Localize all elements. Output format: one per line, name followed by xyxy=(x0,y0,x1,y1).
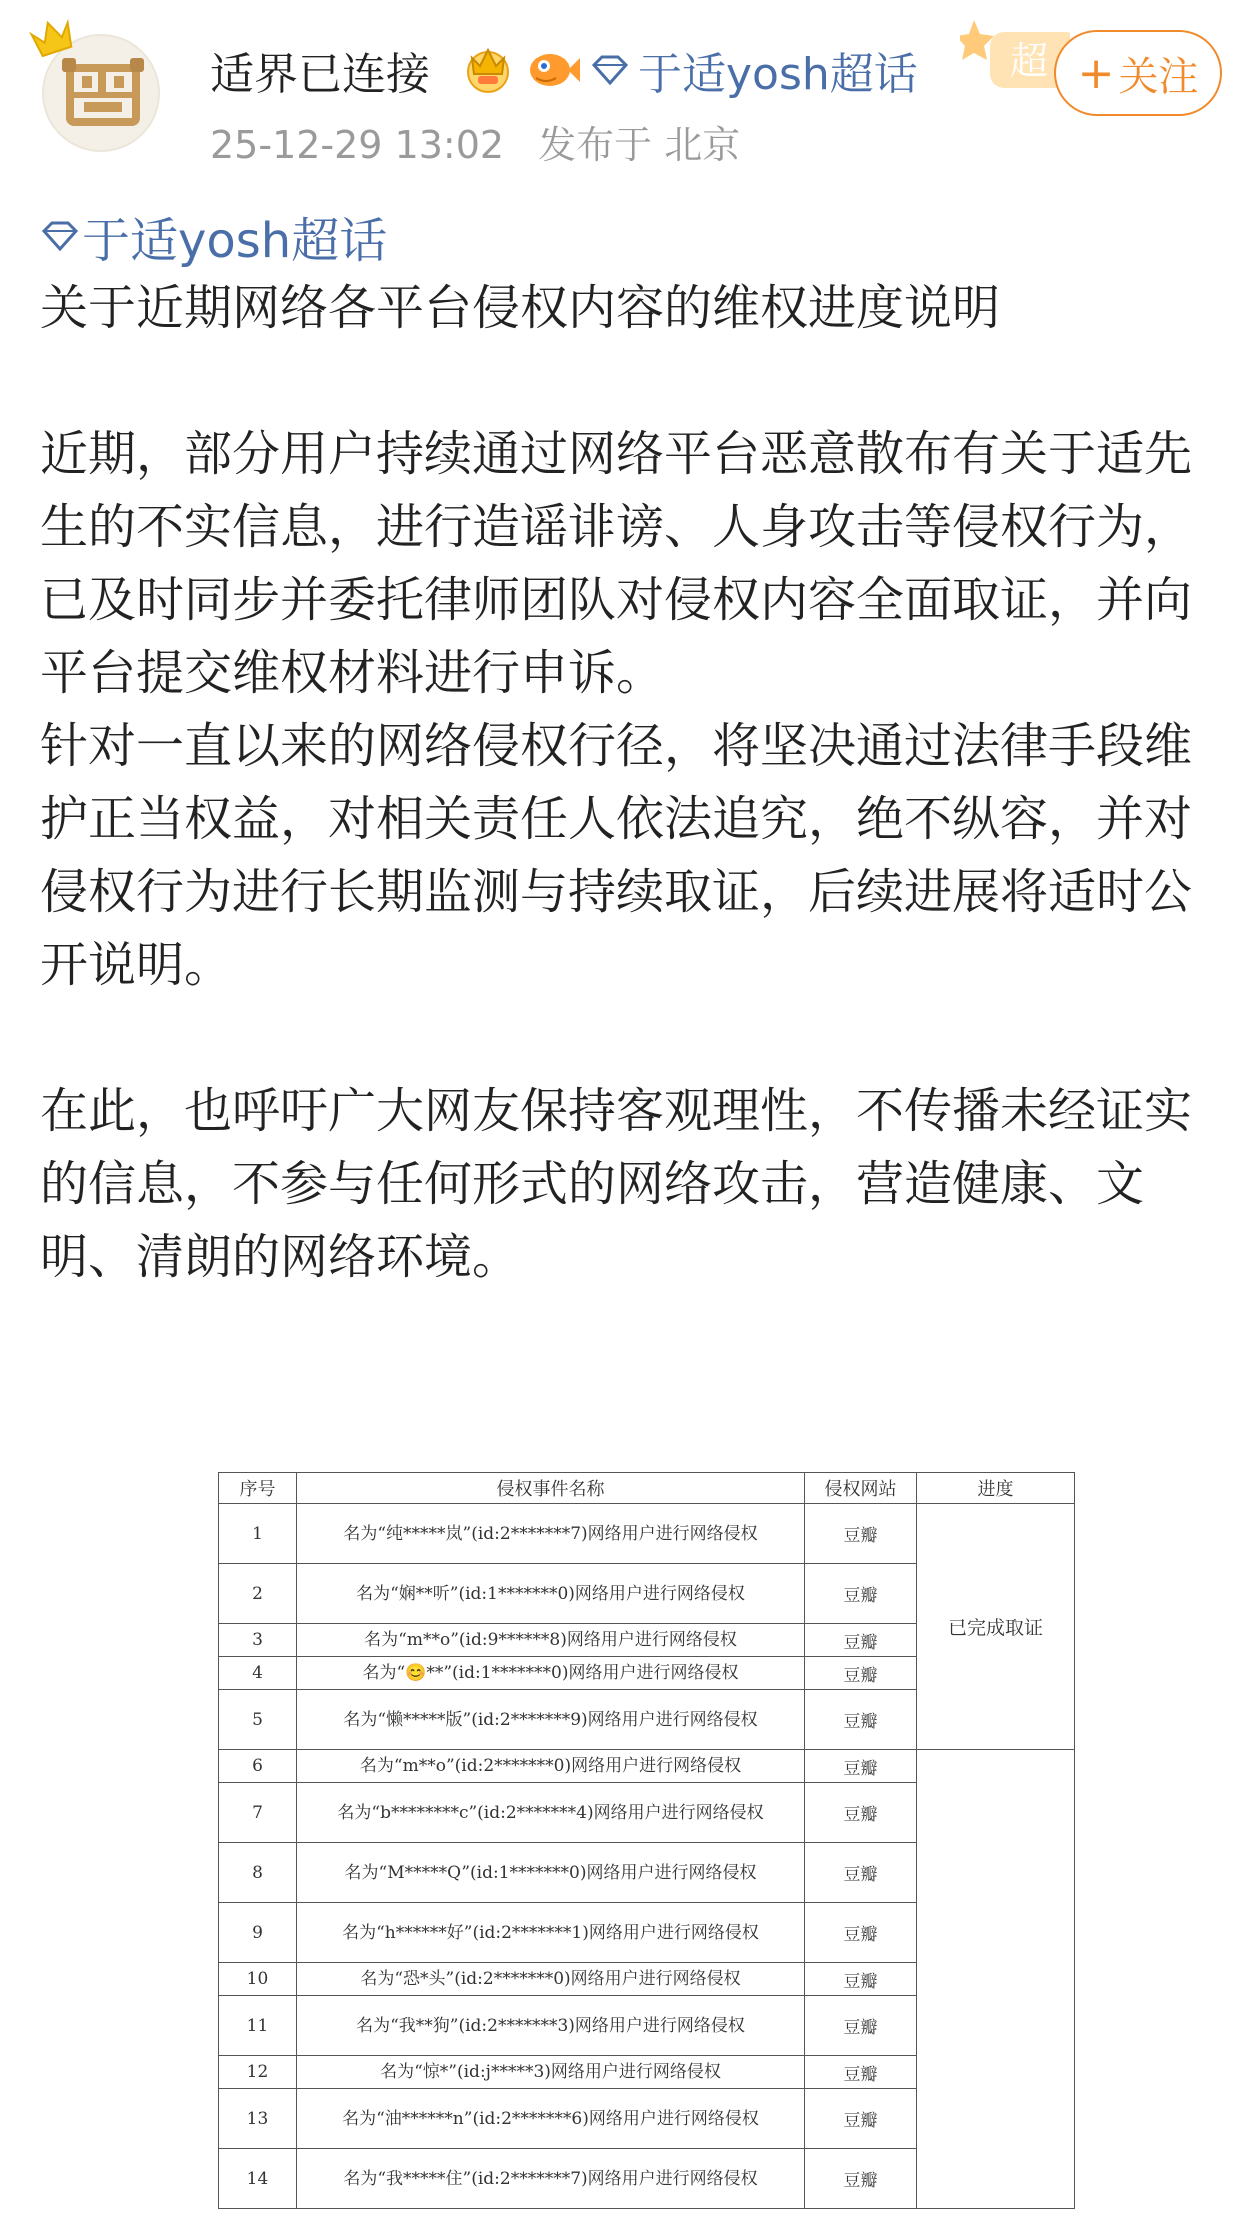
super-tag-text: 超 xyxy=(1010,39,1049,83)
row-site: 豆瓣 xyxy=(805,1843,917,1903)
row-site: 豆瓣 xyxy=(805,2149,917,2209)
row-seq: 3 xyxy=(219,1624,297,1657)
row-event-name: 名为“b********c”(id:2*******4)网络用户进行网络侵权 xyxy=(297,1783,805,1843)
row-event-name: 名为“m**o”(id:2*******0)网络用户进行网络侵权 xyxy=(297,1750,805,1783)
row-seq: 9 xyxy=(219,1903,297,1963)
table-row xyxy=(219,1750,1075,1783)
row-event-name: 名为“娴**听”(id:1*******0)网络用户进行网络侵权 xyxy=(297,1564,805,1624)
row-event-name: 名为“我*****住”(id:2*******7)网络用户进行网络侵权 xyxy=(297,2149,805,2209)
table-body xyxy=(219,1504,1075,2209)
post-paragraph-1: 近期，部分用户持续通过网络平台恶意散布有关于适先生的不实信息，进行造谣诽谤、人身攻击等侵权行为，已及时同步并委托律师团队对侵权内容全面取证，并向平台提交维权材料进行申诉。 xyxy=(40,426,1193,701)
row-site: 豆瓣 xyxy=(805,2089,917,2149)
username[interactable]: 适界已连接 xyxy=(210,49,430,100)
row-event-name: 名为“h******好”(id:2*******1)网络用户进行网络侵权 xyxy=(297,1903,805,1963)
post-body xyxy=(40,200,1230,1294)
row-seq: 2 xyxy=(219,1564,297,1624)
row-event-name: 名为“懒*****版”(id:2*******9)网络用户进行网络侵权 xyxy=(297,1690,805,1750)
row-seq: 10 xyxy=(219,1963,297,1996)
follow-button[interactable] xyxy=(1054,30,1222,116)
row-seq: 1 xyxy=(219,1504,297,1564)
post-header xyxy=(0,0,1259,190)
row-event-name: 名为“😊**”(id:1*******0)网络用户进行网络侵权 xyxy=(297,1657,805,1690)
row-site: 豆瓣 xyxy=(805,1996,917,2056)
row-seq: 14 xyxy=(219,2149,297,2209)
table-header-row xyxy=(219,1473,1075,1504)
row-seq: 8 xyxy=(219,1843,297,1903)
spacer xyxy=(40,1002,1230,1075)
supertopic-name[interactable]: 于适yosh超话 xyxy=(638,49,918,100)
header-site: 侵权网站 xyxy=(805,1473,917,1504)
post-title: 关于近期网络各平台侵权内容的维权进度说明 xyxy=(40,280,1001,336)
row-progress: 已完成取证 xyxy=(917,1504,1075,1750)
row-event-name: 名为“我**狗”(id:2*******3)网络用户进行网络侵权 xyxy=(297,1996,805,2056)
row-site: 豆瓣 xyxy=(805,1963,917,1996)
row-event-name: 名为“油******n”(id:2*******6)网络用户进行网络侵权 xyxy=(297,2089,805,2149)
post-paragraph-2: 针对一直以来的网络侵权行径，将坚决通过法律手段维护正当权益，对相关责任人依法追究，绝不纵容，并对侵权行为进行长期监测与持续取证，后续进展将适时公开说明。 xyxy=(40,718,1193,993)
follow-label: 关注 xyxy=(1118,53,1199,100)
attached-document-image[interactable] xyxy=(212,1472,1082,2226)
row-event-name: 名为“m**o”(id:9******8)网络用户进行网络侵权 xyxy=(297,1624,805,1657)
row-site: 豆瓣 xyxy=(805,1690,917,1750)
header-name: 侵权事件名称 xyxy=(297,1473,805,1504)
row-seq: 6 xyxy=(219,1750,297,1783)
row-site: 豆瓣 xyxy=(805,1624,917,1657)
row-event-name: 名为“惊*”(id:j*****3)网络用户进行网络侵权 xyxy=(297,2056,805,2089)
fish-badge-icon[interactable] xyxy=(522,40,582,96)
row-seq: 13 xyxy=(219,2089,297,2149)
diamond-icon xyxy=(40,219,80,253)
row-seq: 4 xyxy=(219,1657,297,1690)
post-meta xyxy=(210,114,762,169)
row-site: 豆瓣 xyxy=(805,1903,917,1963)
vip-crown-badge-icon[interactable] xyxy=(460,40,516,96)
supertopic-link[interactable] xyxy=(590,38,918,102)
row-seq: 7 xyxy=(219,1783,297,1843)
body-supertopic-link[interactable] xyxy=(40,200,1230,272)
row-seq: 5 xyxy=(219,1690,297,1750)
spacer xyxy=(40,345,1230,418)
avatar-wrapper[interactable] xyxy=(36,20,168,152)
row-site: 豆瓣 xyxy=(805,1504,917,1564)
row-progress-empty xyxy=(917,1750,1075,2209)
plus-icon: + xyxy=(1077,47,1115,99)
post-timestamp: 25-12-29 13:02 xyxy=(210,123,505,167)
post-paragraph-3: 在此，也呼吁广大网友保持客观理性，不传播未经证实的信息，不参与任何形式的网络攻击，营造健康、文明、清朗的网络环境。 xyxy=(40,1083,1193,1285)
row-event-name: 名为“恐*头”(id:2*******0)网络用户进行网络侵权 xyxy=(297,1963,805,1996)
diamond-icon xyxy=(590,53,630,87)
header-progress: 进度 xyxy=(917,1473,1075,1504)
row-event-name: 名为“M*****Q”(id:1*******0)网络用户进行网络侵权 xyxy=(297,1843,805,1903)
infringement-table xyxy=(218,1472,1075,2209)
row-site: 豆瓣 xyxy=(805,1783,917,1843)
crown-icon xyxy=(28,14,78,64)
table-row xyxy=(219,1504,1075,1564)
row-event-name: 名为“纯*****岚”(id:2*******7)网络用户进行网络侵权 xyxy=(297,1504,805,1564)
row-site: 豆瓣 xyxy=(805,1657,917,1690)
row-site: 豆瓣 xyxy=(805,2056,917,2089)
header-seq: 序号 xyxy=(219,1473,297,1504)
body-supertopic-name[interactable]: 于适yosh超话 xyxy=(82,212,388,269)
row-seq: 12 xyxy=(219,2056,297,2089)
row-site: 豆瓣 xyxy=(805,1750,917,1783)
row-seq: 11 xyxy=(219,1996,297,2056)
super-topic-tag-icon xyxy=(960,16,1070,96)
post-location: 发布于 北京 xyxy=(538,123,741,167)
row-site: 豆瓣 xyxy=(805,1564,917,1624)
